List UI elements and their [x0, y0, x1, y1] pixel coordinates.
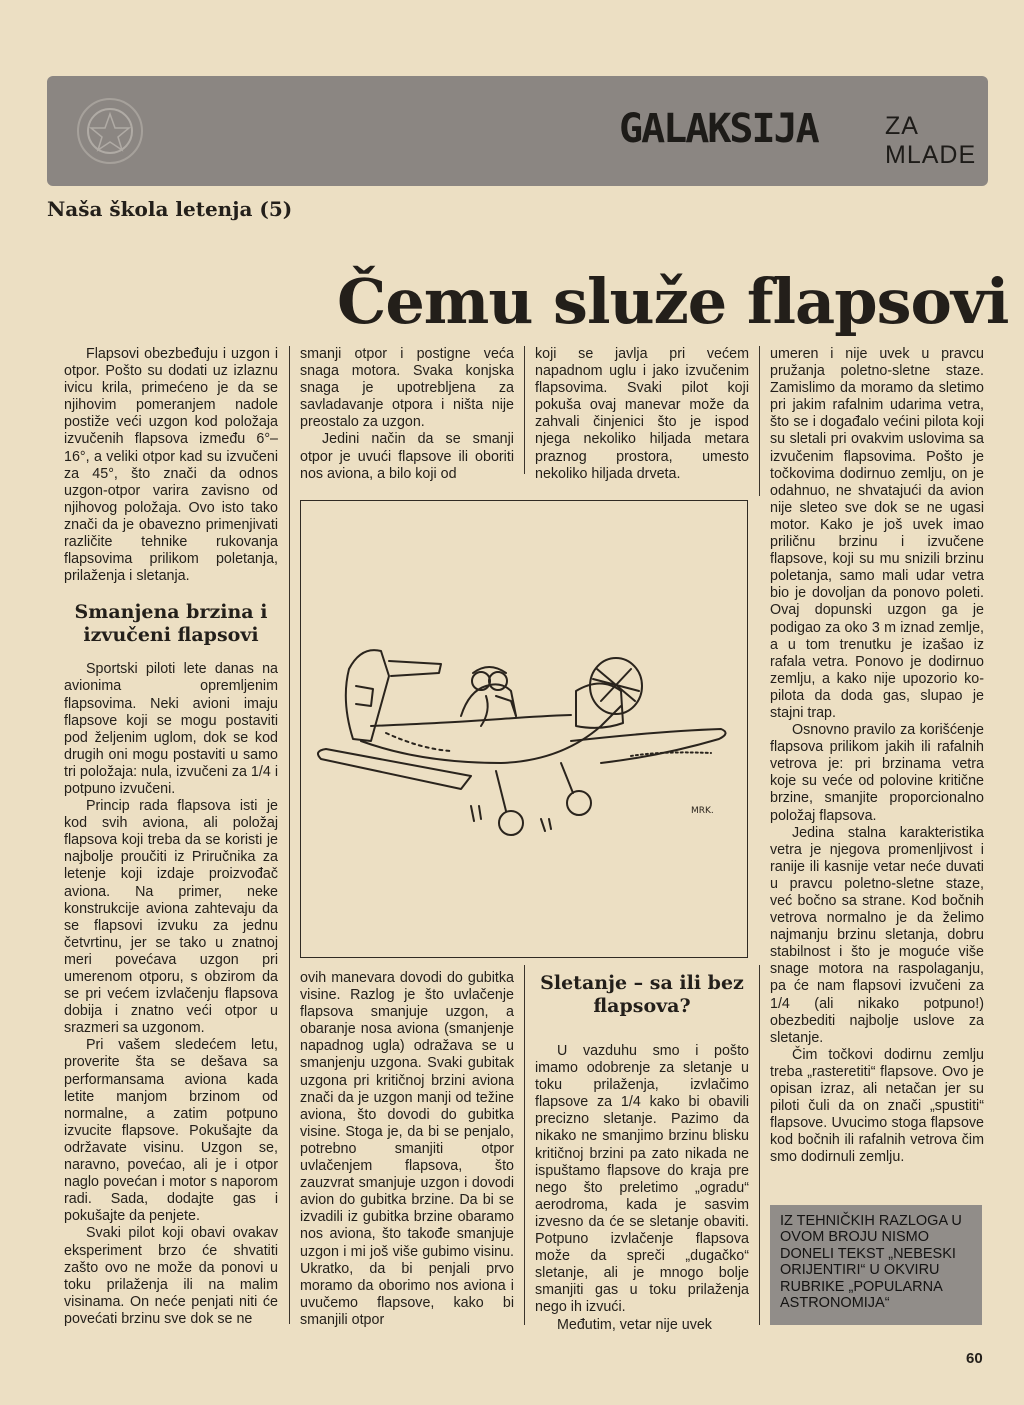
paragraph: Jedini način da se smanji otpor je uvući flapsove ili oboriti nos aviona, a bilo koji od	[300, 431, 514, 482]
editorial-note: IZ TEHNIČKIH RAZLOGA U OVOM BROJU NISMO DONELI TEKST „NEBESKI ORIJENTIRI“ U OKVIRU RUBRIKE „POPULARNA ASTRONOMIJA“	[770, 1205, 982, 1325]
column-divider	[524, 965, 525, 1325]
column-divider	[759, 965, 760, 1325]
section-heading: Sletanje – sa ili bez flapsova?	[540, 972, 744, 1017]
magazine-brand-sub: ZA MLADE	[885, 112, 977, 169]
paragraph: umeren i nije uvek u pravcu pružanja poletno-sletne staze. Zamislimo da moramo da sletimo pri jakim rafalnim udarima vetra, što se i događalo većini pilota koji su sletali pri ovakvim uslovima sa izvučenim flapsovima. Pošto je točkovima dodirnuo zemlju, on je odahnuo, ne shvatajući da avion nije sleteo sve dok se ne ugasi motor. Kako je još uvek imao priličnu brzinu i izvučene flapsove, koji su mu snizili brzinu poletanja, samo mali udar vetra bio je dovoljan da ponovo poleti. Ovaj dopunski uzgon ga je podigao za oko 3 m iznad zemlje, a u tom trenutku je izašao iz rafala vetra. Ponovo je dodirnuo zemlju, a kako nije upozorio ko-pilota da doda gas, slupao je stajni trap.	[770, 346, 984, 721]
paragraph: Pri vašem sledećem letu, proverite šta se dešava sa performansama aviona kada letite manjom brzinom od normalne, a zatim potpuno izvucite flapsove. Pokušajte da održavate visinu. Uzgon se, naravno, povećao, ali je i otpor naglo povećan i motor s naporom radi. Sada, dodajte gas i pokušajte da penjete.	[64, 1037, 278, 1225]
page-number: 60	[966, 1350, 983, 1367]
column-3-continued	[535, 1043, 749, 1334]
paragraph: Princip rada flapsova isti je kod svih aviona, ali položaj flapsova koji treba da se koristi je najbolje proučiti iz Priručnika za letenje koji izdaje proizvođač aviona. Na primer, neke konstrukcije aviona zahtevaju da se flapsovi izvuku za jednu četvrtinu, jer se tako u znatnoj meri povećava uzgon pri umerenom otporu, s obzirom da se pri većem izvlačenju flapsova dobija i znatno veći otpor u srazmeri sa uzgonom.	[64, 798, 278, 1037]
paragraph: smanji otpor i postigne veća snaga motora. Svaka konjska snaga je upotrebljena za savladavanje otpora i ništa nije preostalo za uzgon.	[300, 346, 514, 431]
article-headline: Čemu služe flapsovi	[337, 265, 1009, 338]
paragraph: Jedina stalna karakteristika vetra je njegova promenljivost i ranije ili kasnije vetar neće duvati u pravcu poletno-sletne staze, već bočno sa strane. Kod bočnih vetrova normalno je da želimo najmanju brzinu sletanja, dobru stabilnost i što je moguće više snage motora na raspolaganju, pa će nam flapsovi izvučeni za 1/4 (ali nikako potpuno!) obezbediti najbolje uslove za sletanje.	[770, 824, 984, 1046]
column-2-continued	[300, 970, 514, 1329]
paragraph: U vazduhu smo i pošto imamo odobrenje za sletanje u toku prilaženja, izvlačimo flapsove za 1/4 kako bi obavili precizno sletanje. Pazimo da nikako ne smanjimo brzinu blisku kritičnoj brzini pa zato nikada ne ispuštamo flapsove do kraja pre nego što preletimo „ogradu“ aerodroma, kada je sasvim izvesno da će se sletanje obaviti. Potpuno izvlačenje flapsova može da spreči „dugačko“ sletanje, ali je mnogo bolje smanjiti gas u toku prilaženja nego ih izvući.	[535, 1043, 749, 1316]
paragraph: koji se javlja pri većem napadnom uglu i jako izvučenim flapsovima. Svaki pilot koji pokuša ovaj manevar može da zahvali činjenici što je ispod njega nekoliko hiljada metara praznog prostora, umesto nekoliko hiljada drveta.	[535, 346, 749, 482]
cartoon-airplane-drawing	[301, 501, 746, 956]
paragraph: Svaki pilot koji obavi ovakav eksperiment brzo će shvatiti zašto ovo ne može da ponovi u toku prilaženja ili na malim visinama. On neće penjati niti će povećati brzinu sve dok se ne	[64, 1225, 278, 1327]
emblem-icon	[77, 98, 143, 164]
paragraph: ovih manevara dovodi do gubitka visine. Razlog je što uvlačenje flapsova smanjuje uzgon, a obaranje nosa aviona (smanjenje napadnog ugla) odražava se u smanjenju uzgona. Svaki gubitak uzgona pri kritičnoj brzini aviona znači da je uzgon manji od težine aviona, što dovodi do gubitka visine. Stoga je, da bi se penjalo, potrebno smanjiti otpor uvlačenjem flapsova, što zauzvrat smanjuje uzgon i dovodi avion do gubitka brzine. Da bi se izvadili iz gubitka brzine obaramo nos aviona, što takođe smanjuje uzgon i mi još više gubimo visinu. Ukratko, da bi penjali prvo moramo da oborimo nos aviona i uvučemo flapsove, kako bi smanjili otpor	[300, 970, 514, 1328]
section-heading: Smanjena brzina i izvučeni flapsovi	[74, 601, 268, 647]
column-divider	[524, 346, 525, 474]
magazine-brand: GALAKSIJA	[619, 106, 818, 152]
paragraph: Sportski piloti lete danas na avionima opremljenim flapsovima. Neki avioni imaju flapsove koji se mogu postaviti pod željenim uglom, dok se kod drugih oni mogu postaviti u samo tri položaja: nula, izvučeni za 1/4 i potpuno izvučeni.	[64, 661, 278, 797]
column-divider	[289, 346, 290, 1324]
paragraph: Čim točkovi dodirnu zemlju treba „rasteretiti“ flapsove. Ovo je opisan izraz, ali netačan jer su piloti čuli da on znači „spustiti“ flapsove. Uvucimo stoga flapsove kod bočnih ili rafalnih vetrova čim smo dodirnuli zemlju.	[770, 1046, 984, 1166]
illustration-signature: MRK.	[691, 806, 714, 816]
airplane-illustration	[300, 500, 748, 958]
column-4	[770, 346, 984, 1167]
paragraph: Flapsovi obezbeđuju i uzgon i otpor. Pošto su dodati uz izlaznu ivicu krila, primećeno je da se njihovim pomeranjem nadole postiže veći uzgon kod položaja izvučenih flapsova između 6°–16°, a veliki otpor kad su izvučeni za 45°, što znači da odnos uzgon-otpor varira zavisno od njihovog položaja. Ovo isto tako znači da je obavezno primenjivati različite tehnike rukovanja flapsovima prilikom poletanja, prilaženja i sletanja.	[64, 346, 278, 585]
paragraph: Osnovno pravilo za korišćenje flapsova prilikom jakih ili rafalnih vetrova je: pri brzinama vetra koje su veće od polovine kritične brzine, smanjite proporcionalno položaj flapsova.	[770, 722, 984, 824]
header-banner	[47, 76, 988, 186]
series-title: Naša škola letenja (5)	[47, 197, 293, 221]
column-3	[535, 346, 749, 483]
paragraph: Međutim, vetar nije uvek	[557, 1316, 712, 1333]
column-divider	[759, 346, 760, 496]
column-1	[64, 346, 278, 1328]
column-2	[300, 346, 514, 483]
